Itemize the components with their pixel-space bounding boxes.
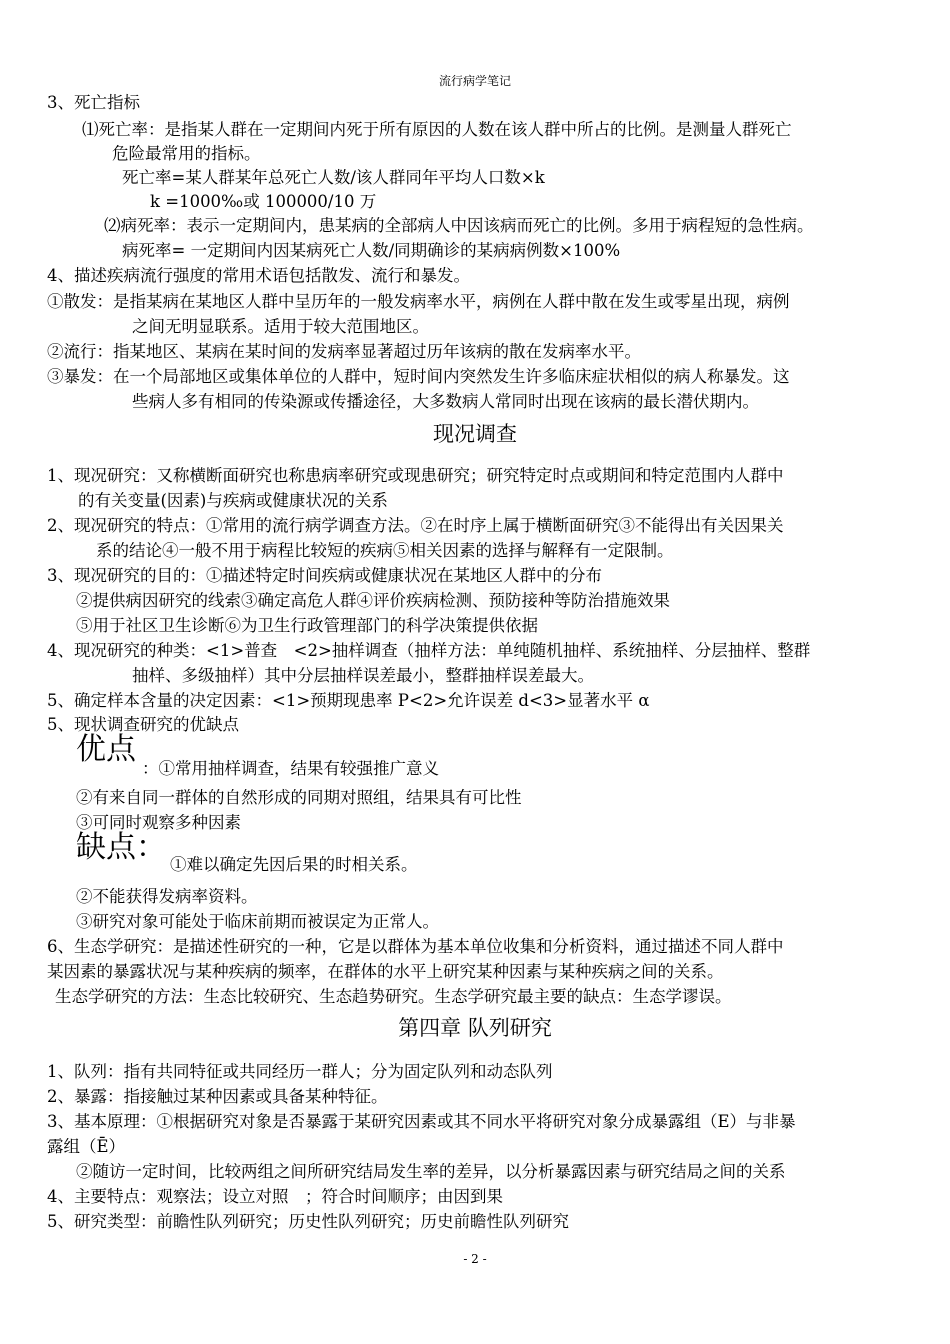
mortality-rate-formula: 死亡率=某人群某年总死亡人数/该人群同年平均人口数×k (122, 168, 545, 187)
advantage-2: ②有来自同一群体的自然形成的同期对照组，结果具有可比性 (76, 788, 522, 807)
survey-item-1: 1、现况研究：又称横断面研究也称患病率研究或现患研究；研究特定时点或期间和特定范围内人群中 (47, 466, 784, 485)
survey-item-5: 5、确定样本含量的决定因素：<1>预期现患率 P<2>允许误差 d<3>显著水平 α (47, 691, 650, 710)
survey-item-3-line2: ②提供病因研究的线索③确定高危人群④评价疾病检测、预防接种等防治措施效果 (76, 591, 670, 610)
survey-heading: 现况调查 (433, 422, 517, 446)
sporadic-definition: ①散发：是指某病在某地区人群中呈历年的一般发病率水平，病例在人群中散在发生或零星出现，病例 (47, 292, 790, 311)
advantage-3: ③可同时观察多种因素 (76, 813, 241, 832)
cohort-item-5: 5、研究类型：前瞻性队列研究；历史性队列研究；历史前瞻性队列研究 (47, 1212, 569, 1231)
page-number: - 2 - (463, 1252, 487, 1266)
ecological-study: 6、生态学研究：是描述性研究的一种，它是以群体为基本单位收集和分析资料，通过描述不同人群中 (47, 937, 784, 956)
cohort-item-4: 4、主要特点：观察法；设立对照 ；符合时间顺序；由因到果 (47, 1187, 503, 1206)
disadvantage-2: ②不能获得发病率资料。 (76, 887, 258, 906)
cohort-item-2: 2、暴露：指接触过某种因素或具备某种特征。 (47, 1087, 388, 1106)
cohort-item-1: 1、队列：指有共同特征或共同经历一群人；分为固定队列和动态队列 (47, 1062, 553, 1081)
sporadic-definition-cont: 之间无明显联系。适用于较大范围地区。 (132, 317, 429, 336)
disadvantage-3: ③研究对象可能处于临床前期而被误定为正常人。 (76, 912, 439, 931)
epidemic-definition: ②流行：指某地区、某病在某时间的发病率显著超过历年该病的散在发病率水平。 (47, 342, 641, 361)
chapter-4-heading: 第四章 队列研究 (398, 1016, 552, 1040)
mortality-rate-definition-cont: 危险最常用的指标。 (112, 144, 261, 163)
disadvantage-1: ①难以确定先因后果的时相关系。 (170, 855, 418, 874)
cohort-item-3-cont: 露组（Ē） (47, 1137, 126, 1156)
survey-item-1-cont: 的有关变量(因素)与疾病或健康状况的关系 (78, 491, 388, 510)
survey-item-2-cont: 系的结论④一般不用于病程比较短的疾病⑤相关因素的选择与解释有一定限制。 (96, 541, 674, 560)
ecological-study-cont: 某因素的暴露状况与某种疾病的频率，在群体的水平上研究某种因素与某种疾病之间的关系。 (47, 962, 724, 981)
case-fatality-definition: ⑵病死率：表示一定期间内，患某病的全部病人中因该病而死亡的比例。多用于病程短的急性病。 (104, 216, 814, 235)
page-header: 流行病学笔记 (438, 74, 511, 88)
survey-item-3-line3: ⑤用于社区卫生诊断⑥为卫生行政管理部门的科学决策提供依据 (76, 616, 538, 635)
cohort-item-3: 3、基本原理：①根据研究对象是否暴露于某研究因素或其不同水平将研究对象分成暴露组（E）与非暴 (47, 1112, 796, 1131)
ecological-methods: 生态学研究的方法：生态比较研究、生态趋势研究。生态学研究最主要的缺点：生态学谬误。 (55, 987, 732, 1006)
survey-item-2: 2、现况研究的特点：①常用的流行病学调查方法。②在时序上属于横断面研究③不能得出有关因果关 (47, 516, 784, 535)
section-4-title: 4、描述疾病流行强度的常用术语包括散发、流行和暴发。 (47, 266, 470, 285)
advantages-label: 优点 (76, 732, 136, 767)
advantage-1: ：①常用抽样调查，结果有较强推广意义 (142, 759, 439, 778)
mortality-rate-definition: ⑴死亡率：是指某人群在一定期间内死于所有原因的人数在该人群中所占的比例。是测量人群死亡 (82, 120, 792, 139)
outbreak-definition: ③暴发：在一个局部地区或集体单位的人群中，短时间内突然发生许多临床症状相似的病人称暴发。这 (47, 367, 790, 386)
survey-item-4: 4、现况研究的种类：<1>普查 <2>抽样调查（抽样方法：单纯随机抽样、系统抽样、分层抽样、整群 (47, 641, 811, 660)
survey-item-5b: 5、现状调查研究的优缺点 (47, 715, 239, 734)
survey-item-3: 3、现况研究的目的：①描述特定时间疾病或健康状况在某地区人群中的分布 (47, 566, 602, 585)
cohort-item-3-line3: ②随访一定时间，比较两组之间所研究结局发生率的差异，以分析暴露因素与研究结局之间的关系 (76, 1162, 786, 1181)
k-constant-formula: k =1000‰或 100000/10 万 (150, 192, 377, 211)
section-3-title: 3、死亡指标 (47, 93, 140, 112)
outbreak-definition-cont: 些病人多有相同的传染源或传播途径，大多数病人常同时出现在该病的最长潜伏期内。 (132, 392, 759, 411)
survey-item-4-cont: 抽样、多级抽样）其中分层抽样误差最小，整群抽样误差最大。 (132, 666, 594, 685)
disadvantages-label: 缺点： (76, 830, 166, 865)
case-fatality-formula: 病死率= 一定期间内因某病死亡人数/同期确诊的某病病例数×100% (122, 241, 621, 260)
